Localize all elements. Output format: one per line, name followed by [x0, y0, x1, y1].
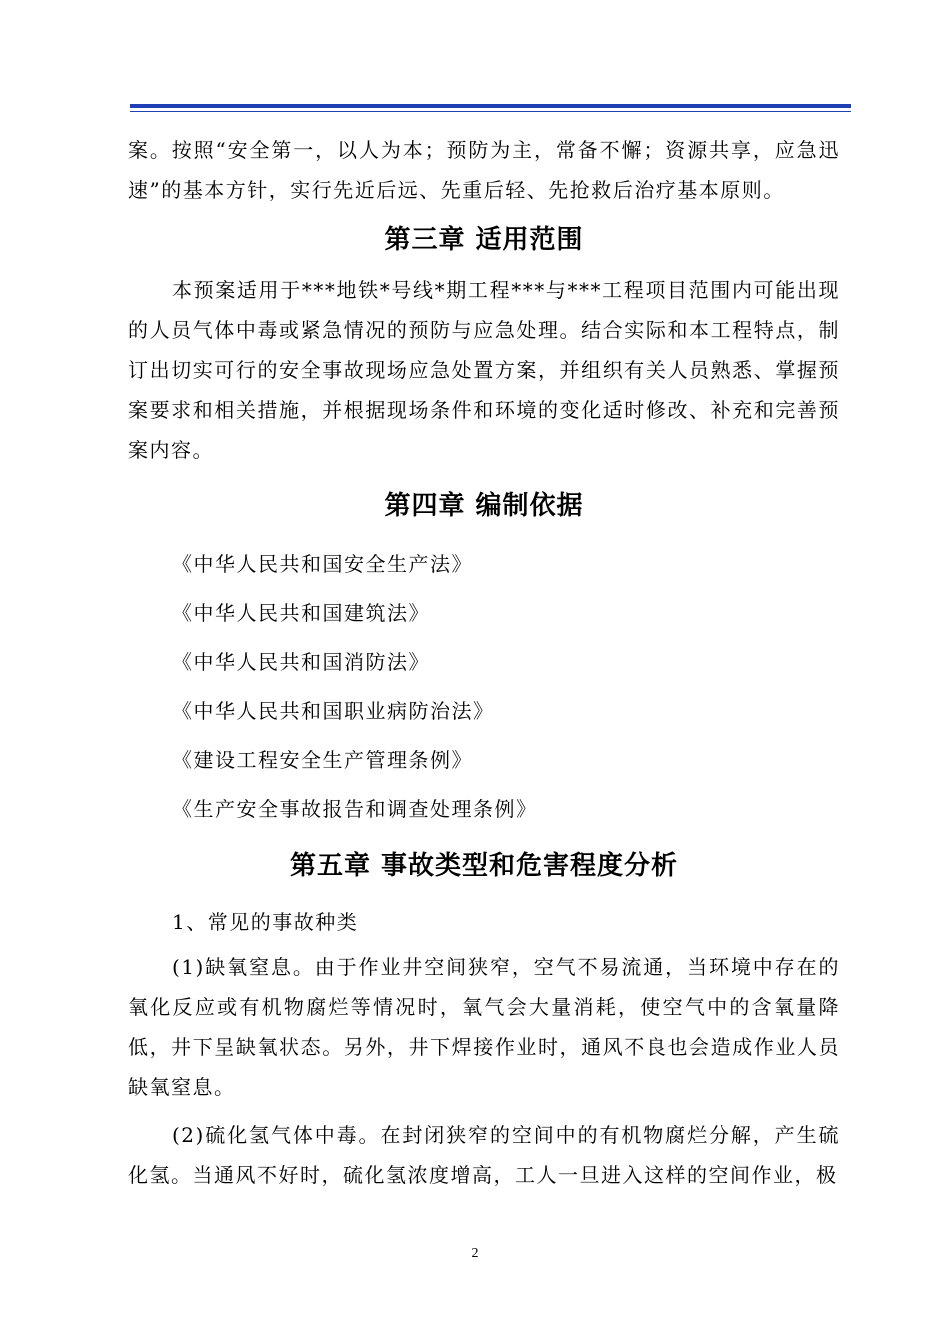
chapter3-title: 第三章 适用范围	[384, 225, 584, 255]
chapter5-subheading: 1、常见的事故种类	[172, 910, 359, 934]
law-item: 《中华人民共和国消防法》	[172, 650, 430, 674]
chapter3-body: 本预案适用于***地铁*号线*期工程***与***工程项目范围内可能出现的人员气体中毒或紧急情况的预防与应急处理。结合实际和本工程特点，制订出切实可行的安全事故现场应急处置方案，并组织有关人员熟悉、掌握预案要求和相关措施，并根据现场条件和环境的变化适时修改、补充和完善预案内容。	[128, 278, 840, 462]
intro-paragraph: 案。按照“安全第一，以人为本；预防为主，常备不懈；资源共享，应急迅速”的基本方针，实行先近后远、先重后轻、先抢救后治疗基本原则。	[128, 138, 840, 202]
chapter5-item1: (1)缺氧窒息。由于作业井空间狭窄，空气不易流通，当环境中存在的氧化反应或有机物腐烂等情况时，氧气会大量消耗，使空气中的含氧量降低，井下呈缺氧状态。另外，井下焊接作业时，通风不良也会造成作业人员缺氧窒息。	[128, 955, 840, 1099]
law-item: 《生产安全事故报告和调查处理条例》	[172, 797, 538, 821]
chapter5-item2: (2)硫化氢气体中毒。在封闭狭窄的空间中的有机物腐烂分解，产生硫化氢。当通风不好时，硫化氢浓度增高，工人一旦进入这样的空间作业，极	[128, 1123, 840, 1187]
law-item: 《中华人民共和国安全生产法》	[172, 552, 473, 576]
page-number: 2	[471, 1246, 479, 1261]
law-item: 《中华人民共和国职业病防治法》	[172, 699, 495, 723]
law-item: 《建设工程安全生产管理条例》	[172, 748, 473, 772]
header-rule-thick	[130, 104, 851, 108]
document-page	[128, 130, 840, 1195]
chapter5-title: 第五章 事故类型和危害程度分析	[289, 851, 679, 881]
header-rule-thin	[130, 111, 851, 112]
law-item: 《中华人民共和国建筑法》	[172, 601, 430, 625]
chapter4-title: 第四章 编制依据	[384, 491, 584, 521]
